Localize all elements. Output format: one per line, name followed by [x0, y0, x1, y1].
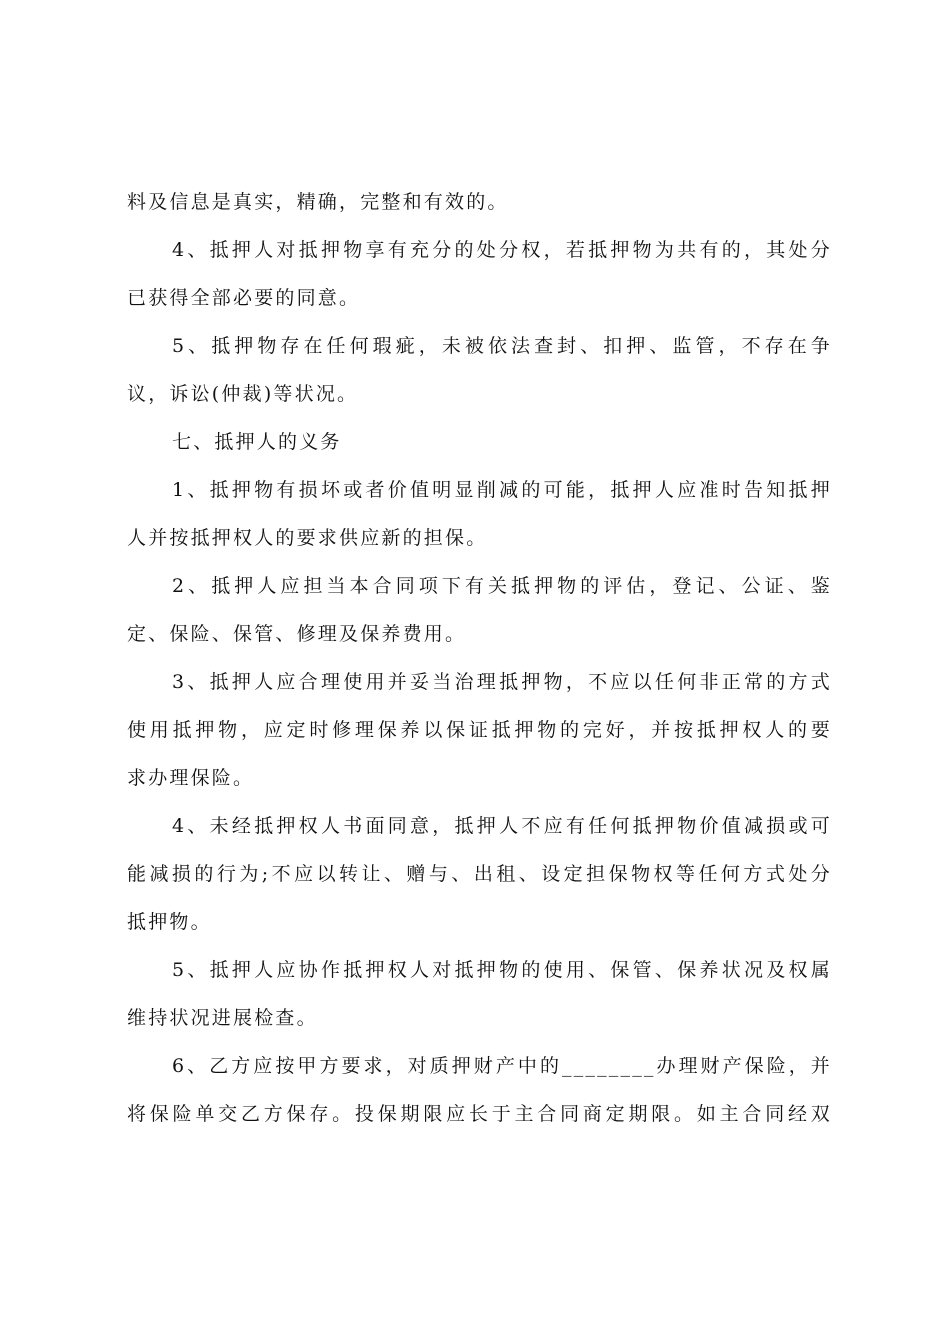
text-line: 5、抵押人应协作抵押权人对抵押物的使用、保管、保养状况及权属: [172, 959, 832, 981]
text-line: 议，诉讼(仲裁)等状况。: [127, 383, 359, 405]
text-line: 求办理保险。: [127, 767, 255, 789]
text-line: 2、抵押人应担当本合同项下有关抵押物的评估，登记、公证、鉴: [172, 575, 832, 597]
text-line: 已获得全部必要的同意。: [127, 287, 361, 309]
text-line: 定、保险、保管、修理及保养费用。: [127, 623, 467, 645]
text-line: 抵押物。: [127, 911, 212, 933]
text-line: 料及信息是真实，精确，完整和有效的。: [127, 191, 509, 213]
text-line: 1、抵押物有损坏或者价值明显削减的可能，抵押人应准时告知抵押: [172, 479, 832, 501]
text-line: 维持状况进展检查。: [127, 1007, 318, 1029]
text-line: 6、乙方应按甲方要求，对质押财产中的________办理财产保险，并: [172, 1055, 832, 1077]
document-body: [127, 178, 832, 1138]
text-line: 使用抵押物，应定时修理保养以保证抵押物的完好，并按抵押权人的要: [127, 719, 832, 741]
text-line: 5、抵押物存在任何瑕疵，未被依法查封、扣押、监管，不存在争: [172, 335, 832, 357]
text-line: 4、抵押人对抵押物享有充分的处分权，若抵押物为共有的，其处分: [172, 239, 832, 261]
text-line: 4、未经抵押权人书面同意，抵押人不应有任何抵押物价值减损或可: [172, 815, 832, 837]
text-line: 能减损的行为;不应以转让、赠与、出租、设定担保物权等任何方式处分: [127, 863, 832, 885]
text-line: 3、抵押人应合理使用并妥当治理抵押物，不应以任何非正常的方式: [172, 671, 832, 693]
text-line: 将保险单交乙方保存。投保期限应长于主合同商定期限。如主合同经双: [127, 1103, 832, 1125]
section-heading: 七、抵押人的义务: [172, 431, 342, 453]
text-line: 人并按抵押权人的要求供应新的担保。: [127, 527, 488, 549]
